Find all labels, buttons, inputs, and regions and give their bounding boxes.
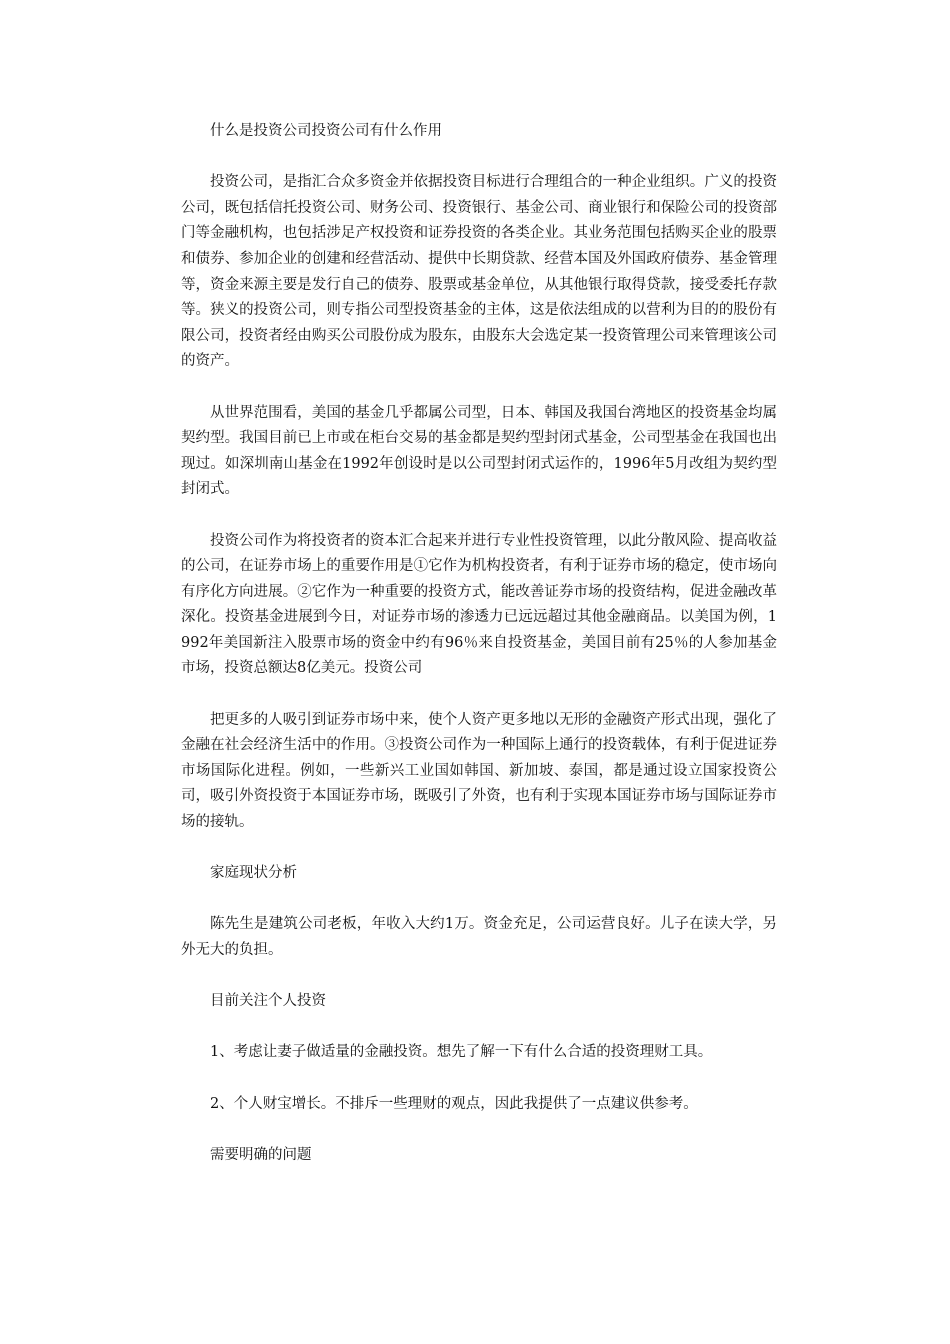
- body-paragraph: 把更多的人吸引到证券市场中来，使个人资产更多地以无形的金融资产形式出现，强化了金融在社会经济生活中的作用。③投资公司作为一种国际上通行的投资载体，有利于促进证券市场国际化进程。例如，一些新兴工业国如韩国、新加坡、泰国，都是通过设立国家投资公司，吸引外资投资于本国证券市场，既吸引了外资，也有利于实现本国证券市场与国际证券市场的接轨。: [181, 711, 777, 831]
- list-item: 1、考虑让妻子做适量的金融投资。想先了解一下有什么合适的投资理财工具。: [210, 1044, 713, 1061]
- body-paragraph: 陈先生是建筑公司老板，年收入大约1万。资金充足，公司运营良好。儿子在读大学，另外无大的负担。: [181, 916, 777, 958]
- document-body: [181, 119, 777, 1194]
- list-item: 2、个人财宝增长。不排斥一些理财的观点，因此我提供了一点建议供参考。: [210, 1095, 698, 1112]
- section-heading: 目前关注个人投资: [210, 993, 326, 1010]
- heading-paragraph: 什么是投资公司投资公司有什么作用: [210, 123, 442, 139]
- section-heading: 需要明确的问题: [210, 1146, 312, 1163]
- body-paragraph: 从世界范围看，美国的基金几乎都属公司型，日本、韩国及我国台湾地区的投资基金均属契约型。我国目前已上市或在柜台交易的基金都是契约型封闭式基金，公司型基金在我国也出现过。如深圳南山基金在1992年创设时是以公司型封闭式运作的，1996年5月改组为契约型封闭式。: [181, 404, 777, 498]
- section-heading: 家庭现状分析: [210, 865, 297, 882]
- body-paragraph: 投资公司，是指汇合众多资金并依据投资目标进行合理组合的一种企业组织。广义的投资公司，既包括信托投资公司、财务公司、投资银行、基金公司、商业银行和保险公司的投资部门等金融机构，也包括涉足产权投资和证券投资的各类企业。其业务范围包括购买企业的股票和债券、参加企业的创建和经营活动、提供中长期贷款、经营本国及外国政府债券、基金管理等，资金来源主要是发行自己的债券、股票或基金单位，从其他银行取得贷款，接受委托存款等。狭义的投资公司，则专指公司型投资基金的主体，这是依法组成的以营利为目的的股份有限公司，投资者经由购买公司股份成为股东，由股东大会选定某一投资管理公司来管理该公司的资产。: [181, 174, 777, 370]
- body-paragraph: 投资公司作为将投资者的资本汇合起来并进行专业性投资管理，以此分散风险、提高收益的公司，在证券市场上的重要作用是①它作为机构投资者，有利于证券市场的稳定，使市场向有序化方向进展。②它作为一种重要的投资方式，能改善证券市场的投资结构，促进金融改革深化。投资基金进展到今日，对证券市场的渗透力已远远超过其他金融商品。以美国为例，1992年美国新注入股票市场的资金中约有96％来自投资基金，美国目前有25％的人参加基金市场，投资总额达8亿美元。投资公司: [181, 532, 777, 677]
